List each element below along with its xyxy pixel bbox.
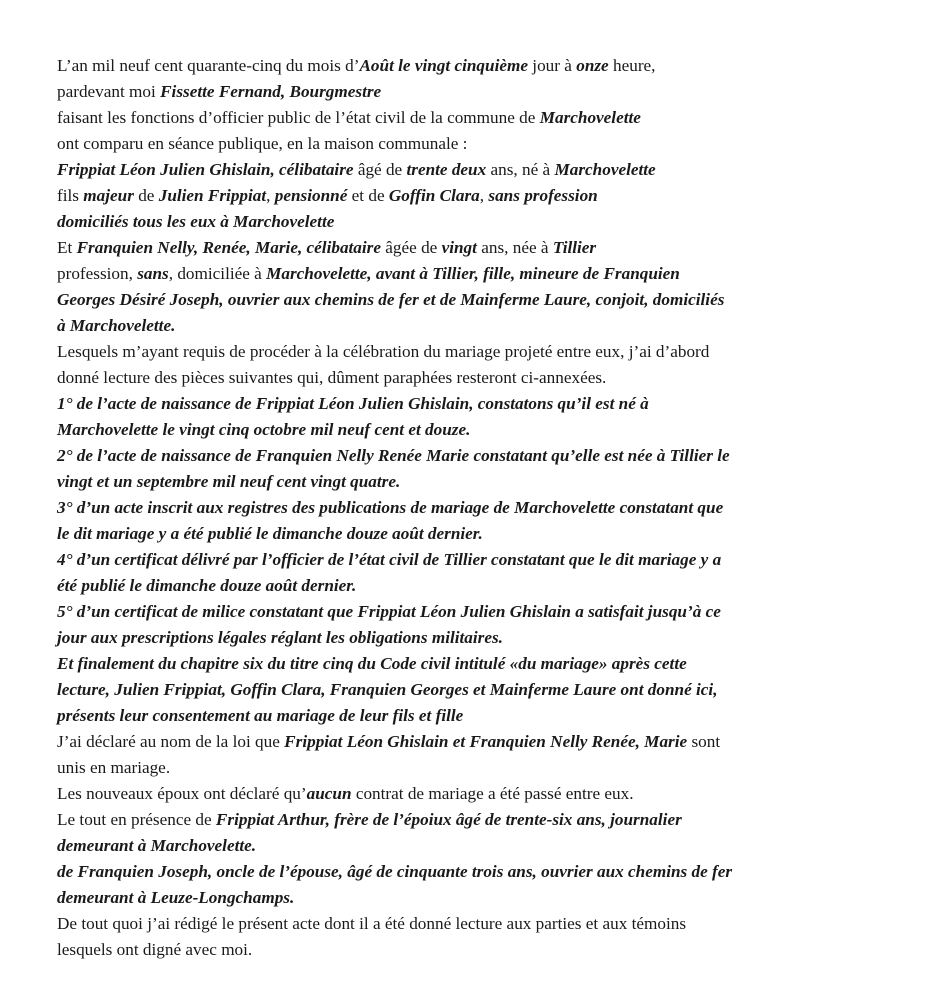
text-line: [57, 625, 929, 651]
emphasized-text: 2° de l’acte de naissance de Franquien Nelly Renée Marie constatant qu’elle est née à Tillier le: [57, 446, 730, 465]
text-line: [57, 729, 929, 755]
text-line: [57, 417, 929, 443]
body-text: âgé de: [353, 160, 407, 179]
marriage-act-document: [57, 53, 929, 963]
body-text: ,: [266, 186, 275, 205]
body-text: L’an mil neuf cent quarante-cinq du mois d’: [57, 56, 360, 75]
emphasized-text: jour aux prescriptions légales réglant les obligations militaires.: [57, 628, 503, 647]
emphasized-text: 4° d’un certificat délivré par l’officier de l’état civil de Tillier constatant que le dit mariage y a: [57, 550, 722, 569]
body-text: De tout quoi j’ai rédigé le présent acte dont il a été donné lecture aux parties et aux témoins: [57, 914, 687, 933]
emphasized-text: sans: [137, 264, 169, 283]
text-line: [57, 53, 929, 79]
emphasized-text: demeurant à Marchovelette.: [57, 836, 257, 855]
emphasized-text: onze: [576, 56, 609, 75]
emphasized-text: 5° d’un certificat de milice constatant que Frippiat Léon Julien Ghislain a satisfait jusqu’à ce: [57, 602, 721, 621]
text-line: [57, 79, 929, 105]
emphasized-text: de Franquien Joseph, oncle de l’épouse, âgé de cinquante trois ans, ouvrier aux chemins de fer: [57, 862, 733, 881]
emphasized-text: à Marchovelette.: [57, 316, 176, 335]
emphasized-text: Julien Frippiat: [158, 186, 267, 205]
text-line: [57, 521, 929, 547]
text-line: [57, 885, 929, 911]
emphasized-text: majeur: [83, 186, 134, 205]
text-line: [57, 469, 929, 495]
text-line: [57, 183, 929, 209]
text-line: [57, 391, 929, 417]
text-line: [57, 833, 929, 859]
emphasized-text: aucun: [306, 784, 352, 803]
emphasized-text: Franquien Nelly, Renée, Marie, célibataire: [76, 238, 381, 257]
text-line: [57, 547, 929, 573]
text-line: [57, 703, 929, 729]
body-text: donné lecture des pièces suivantes qui, dûment paraphées resteront ci-annexées.: [57, 368, 607, 387]
body-text: heure,: [608, 56, 656, 75]
emphasized-text: été publié le dimanche douze août dernier.: [57, 576, 357, 595]
body-text: contrat de mariage a été passé entre eux.: [351, 784, 634, 803]
body-text: ans, née à: [476, 238, 553, 257]
text-line: [57, 209, 929, 235]
text-line: [57, 261, 929, 287]
text-line: [57, 105, 929, 131]
emphasized-text: vingt: [441, 238, 477, 257]
body-text: , domiciliée à: [168, 264, 267, 283]
body-text: J’ai déclaré au nom de la loi que: [57, 732, 285, 751]
body-text: ans, né à: [486, 160, 555, 179]
text-line: [57, 313, 929, 339]
text-line: [57, 443, 929, 469]
emphasized-text: Tillier: [552, 238, 597, 257]
body-text: âgée de: [381, 238, 442, 257]
body-text: Lesquels m’ayant requis de procéder à la célébration du mariage projeté entre eux, j’ai d’abord: [57, 342, 710, 361]
text-line: [57, 573, 929, 599]
emphasized-text: présents leur consentement au mariage de leur fils et fille: [57, 706, 464, 725]
body-text: profession,: [57, 264, 138, 283]
emphasized-text: demeurant à Leuze-Longchamps.: [57, 888, 295, 907]
text-line: [57, 755, 929, 781]
body-text: ,: [479, 186, 489, 205]
body-text: faisant les fonctions d’officier public de l’état civil de la commune de: [57, 108, 540, 127]
emphasized-text: 1° de l’acte de naissance de Frippiat Léon Julien Ghislain, constatons qu’il est né à: [57, 394, 649, 413]
text-line: [57, 365, 929, 391]
text-line: [57, 937, 929, 963]
emphasized-text: sans profession: [488, 186, 598, 205]
body-text: Et: [57, 238, 77, 257]
text-line: [57, 157, 929, 183]
text-line: [57, 235, 929, 261]
emphasized-text: Marchovelette, avant à Tillier, fille, mineure de Franquien: [266, 264, 680, 283]
emphasized-text: pensionné: [274, 186, 348, 205]
text-line: [57, 781, 929, 807]
emphasized-text: vingt et un septembre mil neuf cent vingt quatre.: [57, 472, 401, 491]
text-line: [57, 677, 929, 703]
emphasized-text: Frippiat Léon Julien Ghislain, célibataire: [57, 160, 354, 179]
body-text: lesquels ont digné avec moi.: [57, 940, 253, 959]
body-text: sont: [687, 732, 721, 751]
emphasized-text: trente deux: [406, 160, 487, 179]
body-text: Les nouveaux époux ont déclaré qu’: [57, 784, 307, 803]
emphasized-text: Et finalement du chapitre six du titre cinq du Code civil intitulé «du mariage» après cette: [57, 654, 687, 673]
body-text: pardevant moi: [57, 82, 161, 101]
text-line: [57, 859, 929, 885]
body-text: et de: [347, 186, 389, 205]
text-line: [57, 287, 929, 313]
body-text: ont comparu en séance publique, en la maison communale :: [57, 134, 468, 153]
emphasized-text: 3° d’un acte inscrit aux registres des publications de mariage de Marchovelette constatant que: [57, 498, 724, 517]
emphasized-text: Georges Désiré Joseph, ouvrier aux chemins de fer et de Mainferme Laure, conjoit, domiciliés: [57, 290, 725, 309]
emphasized-text: Marchovelette: [539, 108, 641, 127]
emphasized-text: le dit mariage y a été publié le dimanche douze août dernier.: [57, 524, 483, 543]
text-line: [57, 339, 929, 365]
emphasized-text: Août le vingt cinquième: [359, 56, 528, 75]
body-text: de: [133, 186, 159, 205]
emphasized-text: Frippiat Léon Ghislain et Franquien Nelly Renée, Marie: [284, 732, 688, 751]
emphasized-text: Marchovelette: [554, 160, 656, 179]
emphasized-text: Frippiat Arthur, frère de l’époiux âgé de trente-six ans, journalier: [215, 810, 682, 829]
body-text: Le tout en présence de: [57, 810, 216, 829]
emphasized-text: lecture, Julien Frippiat, Goffin Clara, Franquien Georges et Mainferme Laure ont donné ici,: [57, 680, 718, 699]
text-line: [57, 495, 929, 521]
text-line: [57, 911, 929, 937]
emphasized-text: Marchovelette le vingt cinq octobre mil neuf cent et douze.: [57, 420, 471, 439]
emphasized-text: domiciliés tous les eux à Marchovelette: [57, 212, 335, 231]
emphasized-text: Goffin Clara: [388, 186, 480, 205]
body-text: fils: [57, 186, 84, 205]
text-line: [57, 131, 929, 157]
body-text: jour à: [528, 56, 577, 75]
text-line: [57, 651, 929, 677]
text-line: [57, 807, 929, 833]
emphasized-text: Fissette Fernand, Bourgmestre: [160, 82, 382, 101]
text-line: [57, 599, 929, 625]
body-text: unis en mariage.: [57, 758, 171, 777]
